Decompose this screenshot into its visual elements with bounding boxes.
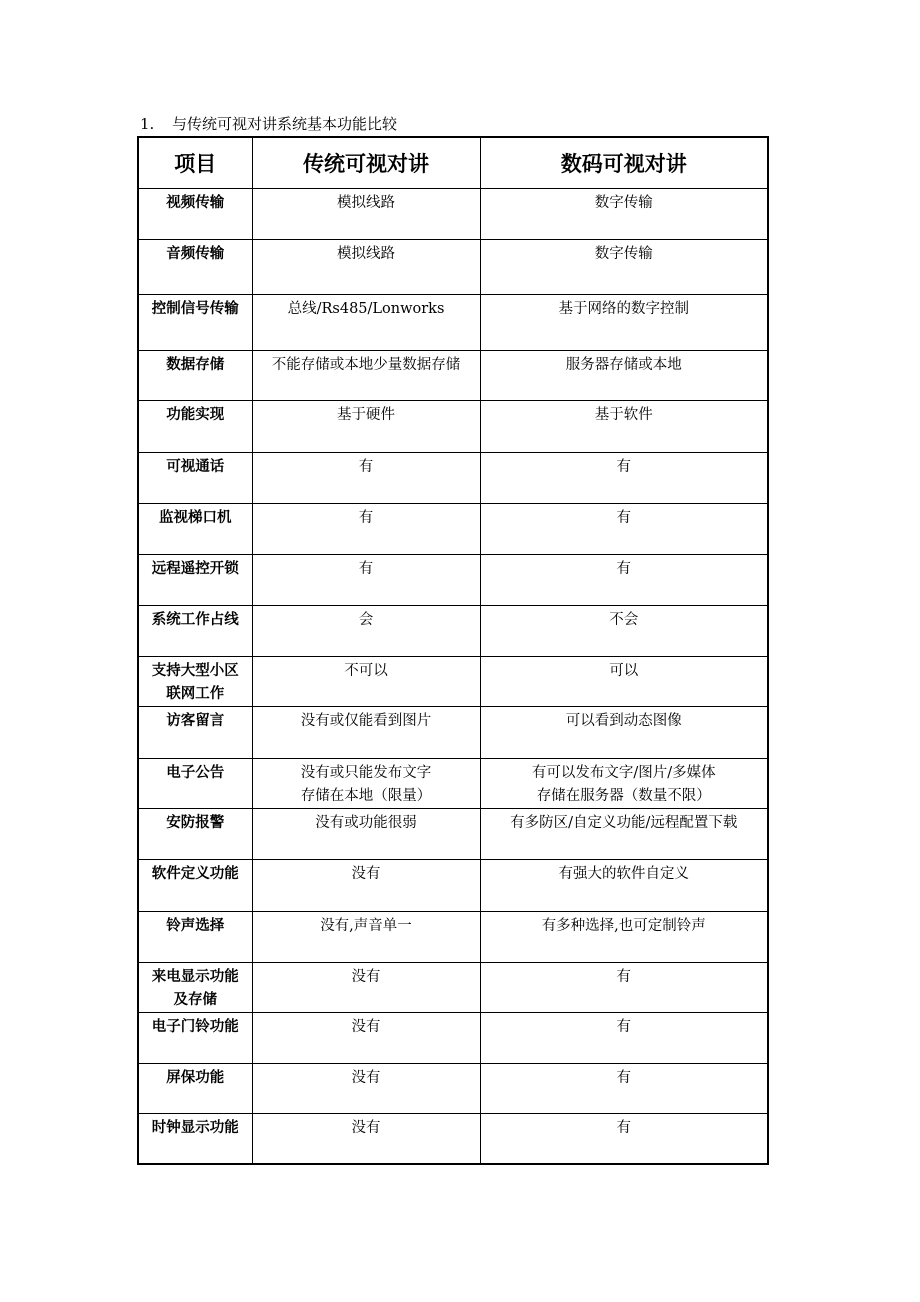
cell-text: 有多防区/自定义功能/远程配置下载 (510, 815, 738, 831)
cell-text: 会 (358, 612, 374, 628)
traditional-cell (252, 963, 480, 1013)
traditional-cell (252, 707, 480, 759)
item-cell (138, 963, 252, 1013)
traditional-cell (252, 759, 480, 809)
cell-text: 有 (616, 510, 631, 526)
cell-text: 总线/Rs485/Lonworks (287, 301, 445, 317)
item-cell (138, 351, 252, 401)
cell-text: 基于网络的数字控制 (558, 301, 689, 317)
table-row (138, 606, 768, 657)
cell-text: 有多种选择,也可定制铃声 (541, 918, 706, 934)
table-row (138, 860, 768, 912)
cell-text: 有 (358, 510, 374, 526)
cell-text: 访客留言 (166, 713, 225, 729)
table-row (138, 401, 768, 453)
digital-cell (480, 912, 768, 963)
cell-text: 没有或只能发布文字 (300, 765, 432, 781)
digital-cell (480, 555, 768, 606)
traditional-cell (252, 240, 480, 295)
table-row (138, 707, 768, 759)
cell-text: 软件定义功能 (151, 866, 239, 882)
table-row (138, 189, 768, 240)
digital-cell (480, 1064, 768, 1114)
traditional-cell (252, 606, 480, 657)
table-row (138, 453, 768, 504)
table-row (138, 351, 768, 401)
item-cell (138, 1114, 252, 1164)
item-cell (138, 707, 252, 759)
digital-cell (480, 707, 768, 759)
cell-text: 基于软件 (594, 407, 653, 423)
item-cell (138, 1064, 252, 1114)
cell-text: 可视通话 (166, 459, 225, 475)
item-cell (138, 759, 252, 809)
item-cell (138, 401, 252, 453)
traditional-cell (252, 189, 480, 240)
table-header-row (138, 137, 768, 189)
cell-text: 有 (616, 1019, 631, 1035)
table-row (138, 809, 768, 860)
cell-text: 有 (616, 969, 631, 985)
cell-text: 音频传输 (166, 246, 225, 262)
cell-text: 有 (616, 459, 631, 475)
traditional-cell (252, 555, 480, 606)
digital-cell (480, 189, 768, 240)
header-digital: 数码可视对讲 (480, 137, 768, 189)
cell-text: 模拟线路 (337, 195, 395, 211)
cell-text: 服务器存储或本地 (565, 357, 682, 373)
cell-text: 有 (616, 561, 631, 577)
traditional-cell (252, 504, 480, 555)
table-row (138, 657, 768, 707)
cell-text: 没有或功能很弱 (315, 815, 417, 831)
cell-text: 数据存储 (166, 357, 225, 373)
traditional-cell (252, 860, 480, 912)
cell-text: 屏保功能 (166, 1070, 225, 1086)
digital-cell (480, 860, 768, 912)
table-body (138, 189, 768, 1164)
cell-text: 远程遥控开锁 (151, 561, 239, 577)
table-row (138, 1013, 768, 1064)
cell-text: 时钟显示功能 (151, 1120, 239, 1136)
cell-text: 数字传输 (594, 195, 653, 211)
traditional-cell (252, 1064, 480, 1114)
traditional-cell (252, 1114, 480, 1164)
traditional-cell (252, 912, 480, 963)
cell-text: 没有 (351, 866, 381, 882)
cell-text: 可以 (609, 663, 639, 679)
item-cell (138, 189, 252, 240)
traditional-cell (252, 809, 480, 860)
digital-cell (480, 295, 768, 351)
digital-cell (480, 453, 768, 504)
item-cell (138, 295, 252, 351)
cell-text: 来电显示功能 (151, 969, 239, 985)
item-cell (138, 1013, 252, 1064)
cell-text: 不可以 (344, 663, 388, 679)
cell-text: 有强大的软件自定义 (558, 866, 689, 882)
section-number: 1. (140, 115, 155, 133)
digital-cell (480, 401, 768, 453)
header-item: 项目 (138, 137, 252, 189)
traditional-cell (252, 657, 480, 707)
cell-text: 模拟线路 (337, 246, 395, 262)
cell-text: 有 (616, 1070, 631, 1086)
traditional-cell (252, 295, 480, 351)
cell-text: 支持大型小区 (151, 663, 239, 679)
digital-cell (480, 606, 768, 657)
cell-text: 电子公告 (166, 765, 225, 781)
digital-cell (480, 1114, 768, 1164)
section-title: 与传统可视对讲系统基本功能比较 (172, 115, 398, 133)
item-cell (138, 860, 252, 912)
digital-cell (480, 759, 768, 809)
cell-text: 控制信号传输 (151, 301, 239, 317)
item-cell (138, 453, 252, 504)
digital-cell (480, 504, 768, 555)
table-row (138, 912, 768, 963)
section-heading (140, 114, 397, 134)
cell-text: 电子门铃功能 (151, 1019, 239, 1035)
cell-text: 有 (616, 1120, 631, 1136)
cell-text: 功能实现 (166, 407, 225, 423)
cell-text: 没有 (351, 1120, 381, 1136)
digital-cell (480, 240, 768, 295)
item-cell (138, 240, 252, 295)
cell-text: 没有 (351, 969, 381, 985)
cell-text: 存储在服务器（数量不限） (536, 788, 711, 804)
cell-text: 可以看到动态图像 (565, 713, 682, 729)
cell-text: 监视梯口机 (159, 510, 232, 526)
cell-text: 没有或仅能看到图片 (300, 713, 432, 729)
table-row (138, 963, 768, 1013)
table-row (138, 504, 768, 555)
cell-text: 没有 (351, 1070, 381, 1086)
table-row (138, 555, 768, 606)
traditional-cell (252, 401, 480, 453)
traditional-cell (252, 351, 480, 401)
item-cell (138, 912, 252, 963)
cell-text: 有可以发布文字/图片/多媒体 (531, 765, 716, 781)
table-row (138, 240, 768, 295)
cell-text: 安防报警 (166, 815, 225, 831)
digital-cell (480, 1013, 768, 1064)
traditional-cell (252, 453, 480, 504)
item-cell (138, 555, 252, 606)
cell-text: 没有,声音单一 (320, 918, 412, 934)
traditional-cell (252, 1013, 480, 1064)
cell-text: 没有 (351, 1019, 381, 1035)
item-cell (138, 606, 252, 657)
cell-text: 不能存储或本地少量数据存储 (271, 357, 461, 373)
table-row (138, 759, 768, 809)
item-cell (138, 504, 252, 555)
item-cell (138, 809, 252, 860)
cell-text: 及存储 (173, 992, 217, 1008)
cell-text: 有 (358, 561, 374, 577)
cell-text: 联网工作 (166, 686, 225, 702)
cell-text: 有 (358, 459, 374, 475)
digital-cell (480, 809, 768, 860)
cell-text: 系统工作占线 (151, 612, 239, 628)
digital-cell (480, 963, 768, 1013)
cell-text: 基于硬件 (337, 407, 395, 423)
item-cell (138, 657, 252, 707)
header-traditional: 传统可视对讲 (252, 137, 480, 189)
cell-text: 存储在本地（限量） (300, 788, 432, 804)
digital-cell (480, 351, 768, 401)
comparison-table (137, 136, 769, 1165)
cell-text: 视频传输 (166, 195, 225, 211)
cell-text: 数字传输 (594, 246, 653, 262)
table-row (138, 295, 768, 351)
table-row (138, 1064, 768, 1114)
table-row (138, 1114, 768, 1164)
digital-cell (480, 657, 768, 707)
cell-text: 不会 (609, 612, 639, 628)
cell-text: 铃声选择 (166, 918, 225, 934)
